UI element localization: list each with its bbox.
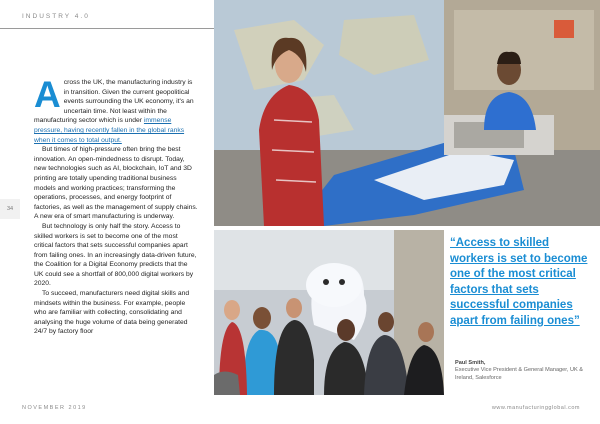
workshop-photo-illustration [214,0,600,226]
inline-link[interactable]: immense pressure, having recently fallen in the global ranks when it comes to total output. [34,117,185,144]
article-paragraph: But technology is only half the story. Access to skilled workers is set to become one of the most critical factors that sets successful companies apart from failing ones. In an increasingly data-driven future, the Coalition for a Digital Economy predicts that the UK could see a shortfall of 800,000 digital workers by 2020. [34,222,197,288]
quote-attribution [455,360,590,382]
team-photo-illustration [214,230,444,395]
article-paragraph [34,74,198,145]
article-body [34,74,198,337]
article-paragraph: But times of high-pressure often bring the best innovation. An open-mindedness to disrupt. Today, new technologies such as AI, blockchain, IoT and 3D printing are totally upending traditional business models and working practices; transforming the operations, processes, and energy footprint of factories, as well as the management of supply chains. A new era of smart manufacturing is underway. [34,146,198,221]
attribution-name: Paul Smith, [455,360,486,366]
pull-quote [450,236,588,330]
footer-url[interactable]: www.manufacturingglobal.com [491,405,580,411]
attribution-title: Executive Vice President & General Manager, UK & Ireland, Salesforce [455,367,583,381]
team-photo [214,230,444,395]
article-paragraph: To succeed, manufacturers need digital skills and mindsets within the business. For example, people who are familiar with collecting, consolidating and analysing the huge volume of data being generated 24/7 by factory floor [34,290,190,336]
page-number-left: 34 [0,199,20,219]
paragraph-text: cross the UK, the manufacturing industry is in transition. Given the current geopolitical events surrounding the UK economy, it's an uncertain time. Not least within the manufacturing sector which is under [34,79,194,125]
footer-date: NOVEMBER 2019 [22,405,87,411]
pull-quote-text: “Access to skilled workers is set to become one of the most critical factors that sets successful companies apart from failing ones” [450,237,588,327]
workshop-photo [214,0,600,226]
drop-cap: A [34,74,61,115]
section-header: INDUSTRY 4.0 [22,13,90,20]
